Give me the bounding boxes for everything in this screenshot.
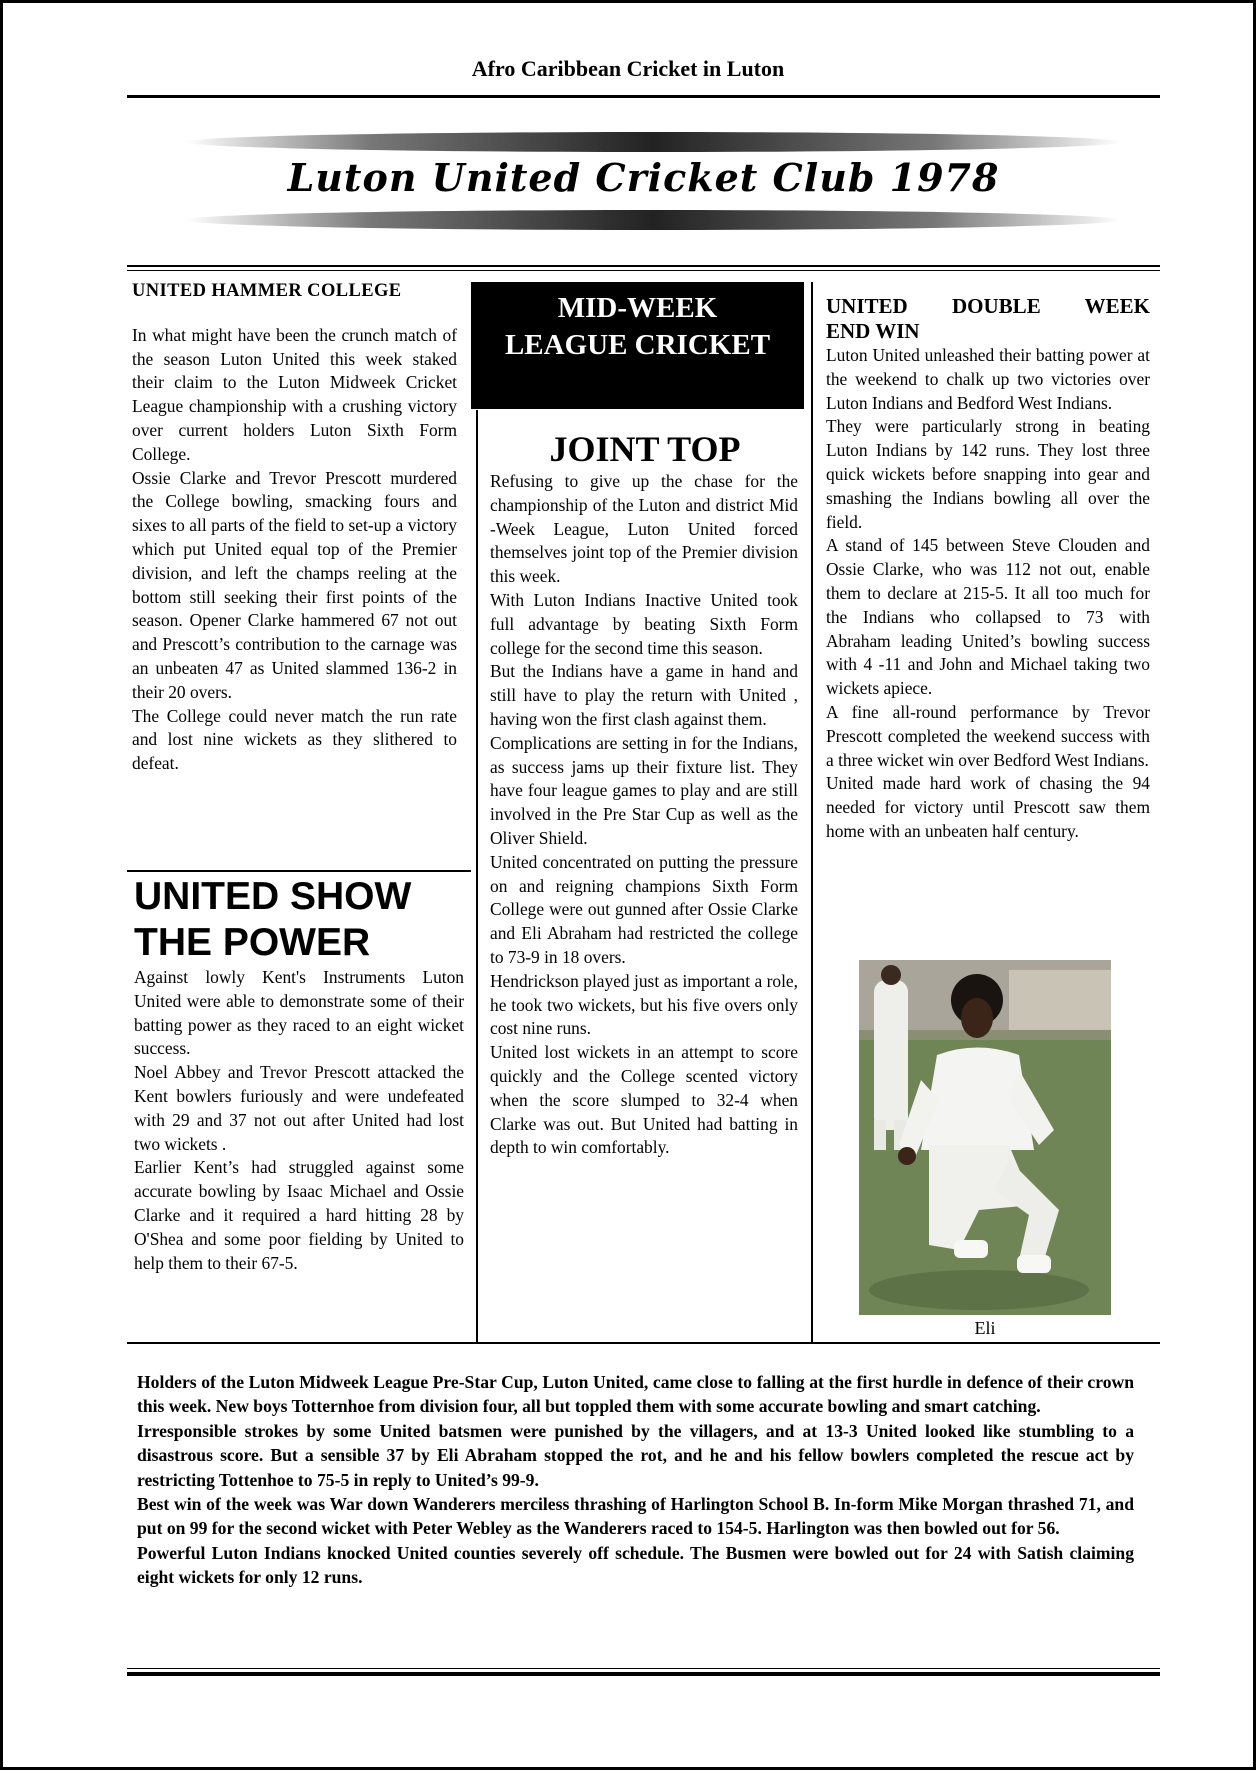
article-pre-star-cup	[137, 1370, 1134, 1590]
article-joint-top	[490, 470, 798, 1160]
article-paragraph: Refusing to give up the chase for the championship of the Luton and district Mid -Week League, Luton United forced themselves joint top of the Premier division this week.	[490, 471, 798, 587]
article-paragraph: Complications are setting in for the Indians, as success jams up their fixture list. They have four league games to play and are still involved in the Pre Star Cup as well as the Oliver Shield.	[490, 732, 798, 848]
article-paragraph: Against lowly Kent's Instruments Luton United were able to demonstrate some of their batting power as they raced to an eight wicket success.	[134, 967, 464, 1059]
column-divider-left	[476, 410, 478, 1342]
photo-caption: Eli	[974, 1318, 996, 1338]
article-paragraph: They were particularly strong in beating Luton Indians by 142 runs. They lost three quick wickets before snapping into gear and smashing the Indians bowling all over the field.	[826, 416, 1150, 532]
article-paragraph: Best win of the week was War down Wanderers merciless thrashing of Harlington School B. In-form Mike Morgan thrashed 71, and put on 99 for the second wicket with Peter Webley as the Wanderers raced to 154-5. Harlington was then bowled out for 56.	[137, 1494, 1134, 1539]
article-heading: UNITED HAMMER COLLEGE	[132, 281, 402, 301]
article-paragraph: Luton United unleashed their batting power at the weekend to chalk up two victories over Luton Indians and Bedford West Indians.	[826, 345, 1150, 413]
article-paragraph: A fine all-round performance by Trevor Prescott completed the weekend success with a three wicket win over Bedford West Indians.	[826, 701, 1150, 770]
section-rule-top-thin	[127, 270, 1160, 271]
page-top-title: Afro Caribbean Cricket in Luton	[471, 56, 785, 81]
banner-line2: LEAGUE CRICKET	[504, 329, 771, 361]
article-paragraph: But the Indians have a game in hand and still have to play the return with United , having won the first clash against them.	[490, 661, 798, 729]
article-paragraph: United concentrated on putting the pressure on and reigning champions Sixth Form College were out gunned after Ossie Clarke and Eli Abraham had restricted the college to 73-9 in 18 overs.	[490, 851, 798, 967]
article-paragraph: With Luton Indians Inactive United took full advantage by beating Sixth Form college for the second time this season.	[490, 589, 798, 658]
article-paragraph: Hendrickson played just as important a role, he took two wickets, but his five overs only cost nine runs.	[490, 970, 798, 1039]
article-headline-line1: UNITED SHOW	[134, 875, 412, 918]
cricketer-photo	[859, 960, 1111, 1315]
masthead-swoosh-top	[185, 132, 1121, 152]
article-paragraph: A stand of 145 between Steve Clouden and Ossie Clarke, who was 112 not out, enable them to declare at 215-5. It all too much for the Indians who collapsed to 73 with Abraham leading United’s bowling success with 4 -11 and John and Michael taking two wickets apiece.	[826, 535, 1150, 699]
footer-rule	[127, 1672, 1160, 1676]
joint-top-headline: JOINT TOP	[549, 429, 741, 469]
article-paragraph: Holders of the Luton Midweek League Pre-Star Cup, Luton United, came close to falling at the first hurdle in defence of their crown this week. New boys Totternhoe from division four, all but toppled them with some accurate bowling and smart catching.	[137, 1372, 1134, 1417]
midweek-league-banner	[471, 282, 804, 409]
article-heading-line1: UNITED DOUBLE WEEK	[826, 294, 1150, 318]
article-paragraph: United made hard work of chasing the 94 needed for victory until Prescott saw them home with an unbeaten half century.	[826, 773, 1150, 841]
masthead-swoosh-bottom	[185, 210, 1121, 230]
article-paragraph: United lost wickets in an attempt to score quickly and the College scented victory when the score slumped to 32-4 when Clarke was out. But United had batting in depth to win comfortably.	[490, 1042, 798, 1158]
article-paragraph: Noel Abbey and Trevor Prescott attacked the Kent bowlers furiously and were undefeated with 29 and 37 not out after United had lost two wickets .	[134, 1062, 464, 1154]
article-paragraph: In what might have been the crunch match of the season Luton United this week staked their claim to the Luton Midweek Cricket League championship with a crushing victory over current holders Luton Sixth Form College.	[132, 324, 457, 464]
article-paragraph: The College could never match the run rate and lost nine wickets as they slithered to defeat.	[132, 705, 457, 774]
article-paragraph: Powerful Luton Indians knocked United counties severely off schedule. The Busmen were bowled out for 24 with Satish claiming eight wickets for only 12 runs.	[137, 1542, 1134, 1588]
section-rule-top	[127, 265, 1160, 267]
article-paragraph: Irresponsible strokes by some United batsmen were punished by the villagers, and at 13-3 United looked like stumbling to a disastrous score. But a sensible 37 by Eli Abraham stopped the rot, and he and his fellow bowlers completed the rescue act by restricting Tottenhoe to 75-5 in reply to United’s 99-9.	[137, 1420, 1134, 1490]
left-column-rule	[127, 870, 471, 872]
article-united-show-the-power	[134, 874, 464, 1275]
article-heading-line2: END WIN	[826, 319, 920, 343]
header-rule	[127, 95, 1160, 98]
article-paragraph: Earlier Kent’s had struggled against some accurate bowling by Isaac Michael and Ossie Clarke and it required a hard hitting 28 by O'Shea and some poor fielding by United to help them to their 67-5.	[134, 1157, 464, 1273]
article-headline-line2: THE POWER	[134, 921, 371, 964]
column-divider-right	[811, 282, 813, 1342]
cricketer-photo-illustration	[859, 960, 1111, 1315]
article-paragraph: Ossie Clarke and Trevor Prescott murdered the College bowling, smacking fours and sixes to all parts of the field to set-up a victory which put United equal top of the Premier division, and left the champs reeling at the bottom still seeking their first points of the season. Opener Clarke hammered 67 not out and Prescott’s contribution to the carnage was an unbeaten 47 as United slammed 136-2 in their 20 overs.	[132, 467, 457, 702]
section-rule-bottom	[127, 1342, 1160, 1344]
masthead-title: Luton United Cricket Club 1978	[287, 155, 1000, 200]
banner-line1: MID-WEEK	[557, 292, 718, 324]
article-united-double-week-end-win	[826, 294, 1150, 844]
article-united-hammer-college	[132, 280, 457, 776]
footer-rule-thin	[127, 1668, 1160, 1669]
